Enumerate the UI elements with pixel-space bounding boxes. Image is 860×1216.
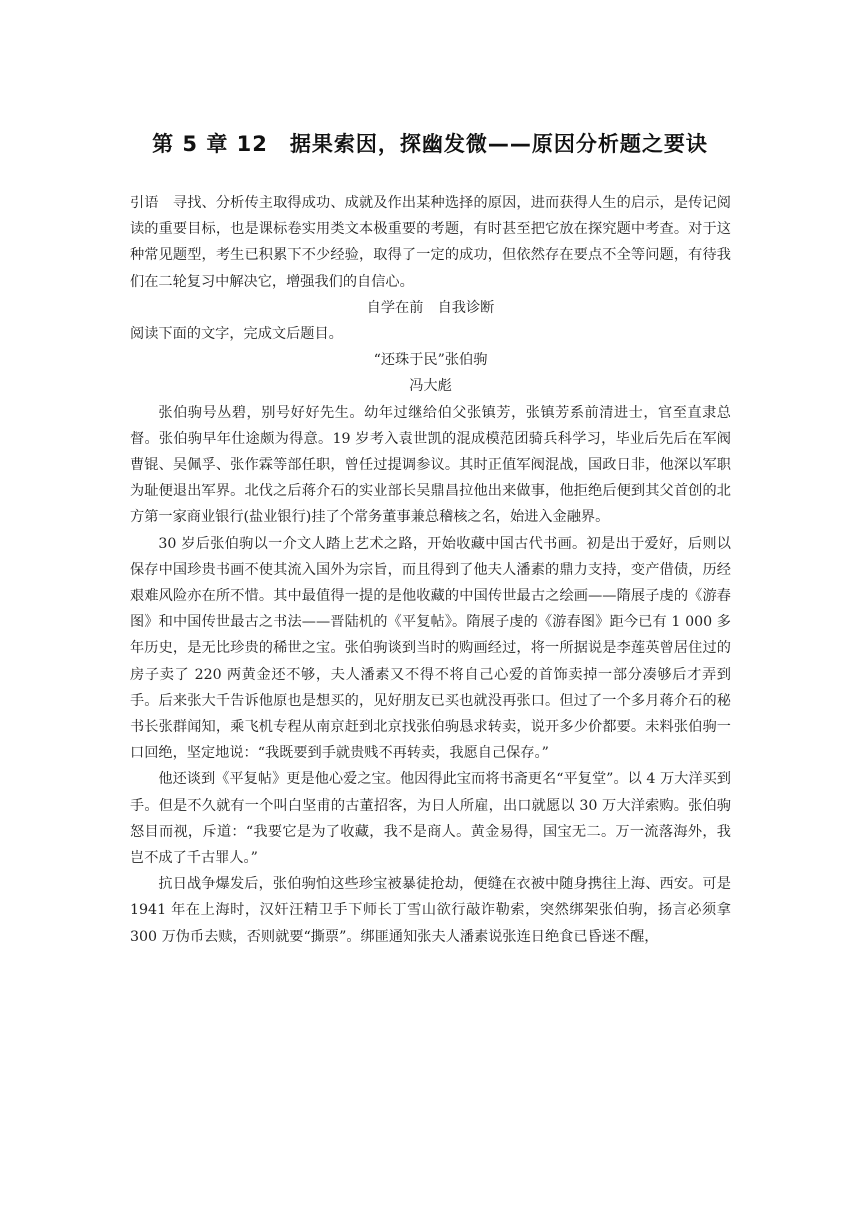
article-title: “还珠于民”张伯驹 <box>373 352 488 369</box>
chapter-title: 第 5 章 12 据果索因，探幽发微——原因分析题之要诀 <box>152 132 708 156</box>
article-author: 冯大彪 <box>409 378 452 395</box>
intro-paragraph: 引语 寻找、分析传主取得成功、成就及作出某种选择的原因，进而获得人生的启示，是传记阅读的重要目标，也是课标卷实用类文本极重要的考题，有时甚至把它放在探究题中考查。对于这种常见题型，考生已积累下不少经验，取得了一定的成功，但依然存在要点不全等问题，有待我们在二轮复习中解决它，增强我们的自信心。 <box>130 195 731 290</box>
article-paragraph: 他还谈到《平复帖》更是他心爱之宝。他因得此宝而将书斋更名“平复堂”。以 4 万大洋买到手。但是不久就有一个叫白坚甫的古董招客，为日人所雇，出口就愿以 30 万大洋索购。张伯驹怒目而视，斥道：“我要它是为了收藏，我不是商人。黄金易得，国宝无二。万一流落海外，我岂不成了千古罪人。” <box>130 771 731 867</box>
instruction-text: 阅读下面的文字，完成文后题目。 <box>130 326 343 343</box>
document-body <box>130 190 731 950</box>
article-paragraph: 30 岁后张伯驹以一介文人踏上艺术之路，开始收藏中国古代书画。初是出于爱好，后则以保存中国珍贵书画不使其流入国外为宗旨，而且得到了他夫人潘素的鼎力支持，变产借债，历经艰难风险亦在所不惜。其中最值得一提的是他收藏的中国传世最古之绘画——隋展子虔的《游春图》和中国传世最古之书法——晋陆机的《平复帖》。隋展子虔的《游春图》距今已有 1 000 多年历史，是无比珍贵的稀世之宝。张伯驹谈到当时的购画经过，将一所据说是李莲英曾居住过的房子卖了 220 两黄金还不够，夫人潘素又不得不将自己心爱的首饰卖掉一部分凑够后才弄到手。后来张大千告诉他原也是想买的，见好朋友已买也就没再张口。但过了一个多月蒋介石的秘书长张群闻知，乘飞机专程从南京赶到北京找张伯驹恳求转卖，说开多少价都要。未料张伯驹一口回绝，坚定地说：“我既要到手就贵贱不再转卖，我愿自己保存。” <box>130 535 731 762</box>
article-paragraph: 张伯驹号丛碧，别号好好先生。幼年过继给伯父张镇芳，张镇芳系前清进士，官至直隶总督。张伯驹早年仕途颇为得意。19 岁考入袁世凯的混成模范团骑兵科学习，毕业后先后在军阀曹锟、吴佩孚、张作霖等部任职，曾任过提调参议。其时正值军阀混战，国政日非，他深以军职为耻便退出军界。北伐之后蒋介石的实业部长吴鼎昌拉他出来做事，他拒绝后便到其父首创的北方第一家商业银行(盐业银行)挂了个常务董事兼总稽核之名，始进入金融界。 <box>130 404 731 526</box>
article-paragraph: 抗日战争爆发后，张伯驹怕这些珍宝被暴徒抢劫，便缝在衣被中随身携往上海、西安。可是 1941 年在上海时，汉奸汪精卫手下师长丁雪山欲行敲诈勒索，突然绑架张伯驹，扬言必须拿 300 万伪币去赎，否则就要“撕票”。绑匪通知张夫人潘素说张连日绝食已昏迷不醒， <box>130 876 731 945</box>
section-heading: 自学在前 自我诊断 <box>366 299 495 316</box>
